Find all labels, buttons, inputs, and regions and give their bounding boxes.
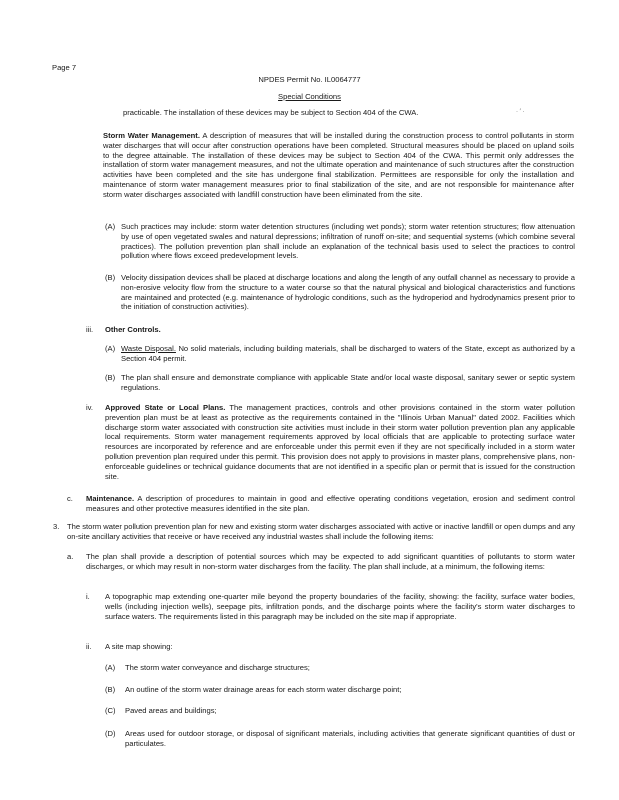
waste-disposal-text: No solid materials, including building materials, shall be discharged to waters of the State, except as authorized by a Section 404 permit. <box>121 344 575 363</box>
storm-water-management-body: A description of measures that will be installed during the construction process to control pollutants in storm water discharges that will occur after construction operations have been completed. Structural measures should be placed on upland soils to the degree attainable. The installation of these devices may be subject to Section 404 of the CWA. This permit only addresses the installation of storm water management measures, and not the ultimate operation and maintenance of such structures after the construction activities have been completed and the site has undergone final stabilization. Permittees are responsible for only the installation and maintenance of storm water management measures prior to final stabilization of the site, and are not responsible for maintenance after storm water discharges associated with landfill construction have been eliminated from the site. <box>103 131 574 199</box>
maintenance <box>86 494 575 514</box>
list-item: The plan shall ensure and demonstrate compliance with applicable State and/or local waste disposal, sanitary sewer or septic system regulations. <box>121 373 575 392</box>
letter-mark: a. <box>67 552 74 561</box>
maintenance-body: A description of procedures to maintain in good and effective operating conditions vegetation, erosion and sediment control measures and other protective measures identified in the site plan. <box>86 494 575 513</box>
list-item: Areas used for outdoor storage, or disposal of significant materials, including activities that generate significant quantities of dust or particulates. <box>125 729 575 748</box>
approved-plans-title: Approved State or Local Plans. <box>105 403 226 412</box>
item-mark: (A) <box>105 663 116 672</box>
list-item: An outline of the storm water drainage areas for each storm water discharge point; <box>125 685 402 694</box>
item-mark: (A) <box>105 344 116 353</box>
waste-disposal-title: Waste Disposal. <box>121 344 176 353</box>
storm-water-management-title: Storm Water Management. <box>103 131 200 140</box>
list-item: Paved areas and buildings; <box>125 706 217 715</box>
list-item: Such practices may include: storm water detention structures (including wet ponds); storm water retention structures; flow attenuation by use of open vegetated swales and natural depressions; infiltration of runoff on-site; and sequential systems (which combine several practices). The pollution prevention plan shall include an explanation of the technical basis used to select the practices to control pollution where flows exceed predevelopment levels. <box>121 222 575 261</box>
list-item: Velocity dissipation devices shall be placed at discharge locations and along the length of any outfall channel as necessary to provide a non-erosive velocity flow from the structure to a water course so that the natural physical and biological characteristics and functions are maintained and protected (e.g. maintenance of hydrologic conditions, such as the hydroperiod and hydrodynamics present prior to the initiation of construction activities). <box>121 273 575 312</box>
section-3a-text: The plan shall provide a description of potential sources which may be expected to add significant quantities of pollutants to storm water discharges, or which may result in non-storm water discharges from the facility. The plan shall include, at a minimum, the following items: <box>86 552 575 571</box>
roman-mark: iii. <box>86 325 94 334</box>
list-item: A topographic map extending one-quarter mile beyond the property boundaries of the facility, showing: the facility, surface water bodies, wells (including injection wells), seepage pits, infiltration ponds, and the discharge points where the facility's storm water discharges to surface waters. The requirements listed in this paragraph may be included on the site map if appropriate. <box>105 592 575 621</box>
other-controls-title: Other Controls. <box>105 325 161 334</box>
item-mark: (B) <box>105 373 116 382</box>
list-item: A site map showing: <box>105 642 173 651</box>
item-mark: (A) <box>105 222 116 231</box>
item-mark: (B) <box>105 685 116 694</box>
list-item: The storm water conveyance and discharge structures; <box>125 663 310 672</box>
maintenance-title: Maintenance. <box>86 494 135 503</box>
item-mark: (B) <box>105 273 116 282</box>
roman-mark: ii. <box>86 642 92 651</box>
continuation-text: practicable. The installation of these devices may be subject to Section 404 of the CWA. <box>123 108 419 117</box>
page-label: Page 7 <box>52 63 77 72</box>
approved-plans-body: The management practices, controls and other provisions contained in the storm water pollution prevention plan must be at least as protective as the requirements contained in the "Illinois Urban Manual" dated 2002. Facilities which discharge storm water associated with construction site activities must include in their storm water pollution prevention plan any applicable local requirements. Storm water management requirements approved by local officials that are applicable to protecting surface water resources are incorporated by reference and are enforceable under this permit even if they are not specifically included in a storm water pollution prevention plan required under this permit. This provision does not apply to provisions in master plans, comprehensive plans, non-enforceable guidelines or technical guidance documents that are not identified in a specific plan or permit that is issued for the construction site. <box>105 403 575 481</box>
section-number: 3. <box>53 522 60 531</box>
section-title: Special Conditions <box>278 92 341 101</box>
scan-mark: · ′ · <box>516 109 525 115</box>
approved-plans <box>105 403 575 481</box>
letter-mark: c. <box>67 494 73 503</box>
roman-mark: iv. <box>86 403 94 412</box>
storm-water-management <box>103 131 574 200</box>
list-item <box>121 344 575 364</box>
item-mark: (D) <box>105 729 116 738</box>
roman-mark: i. <box>86 592 90 601</box>
section-3-text: The storm water pollution prevention plan for new and existing storm water discharges associated with active or inactive landfill or open dumps and any on-site ancillary activities that receive or have received any industrial wastes shall include the following items: <box>67 522 575 541</box>
permit-number: NPDES Permit No. IL0064777 <box>258 75 361 84</box>
item-mark: (C) <box>105 706 116 715</box>
